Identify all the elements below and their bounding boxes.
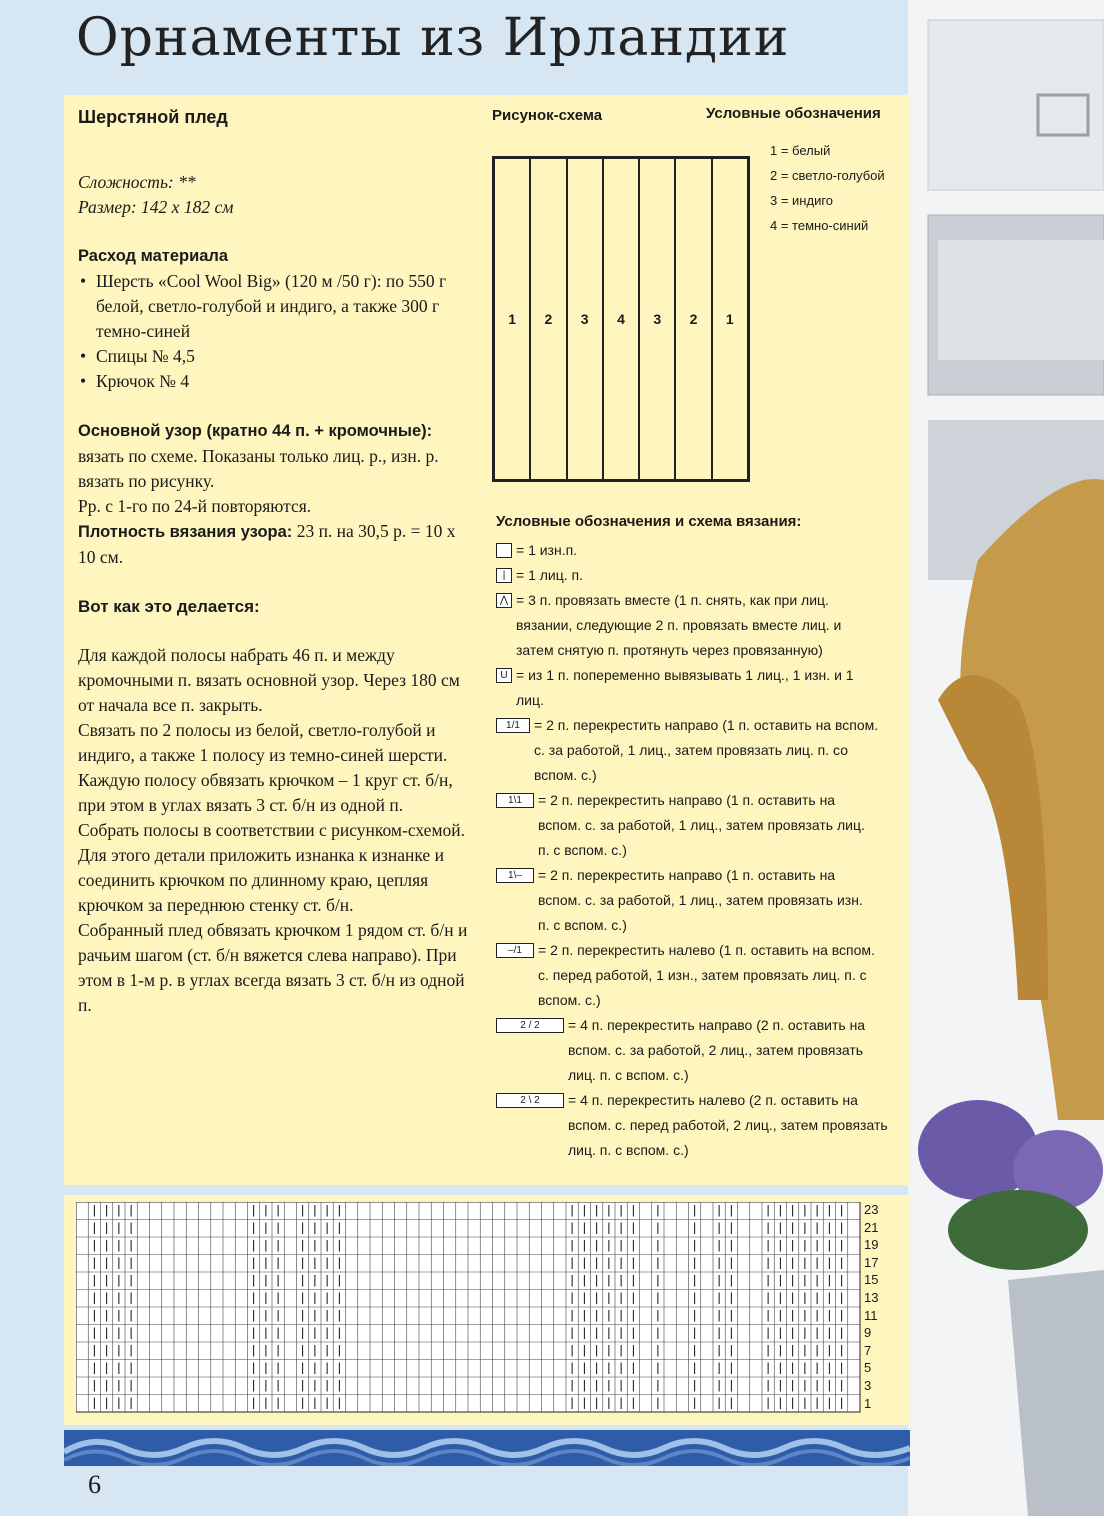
purl-symbol-icon [496,543,512,558]
legend-row [496,713,896,788]
list-item: • Крючок № 4 [78,369,468,394]
list-item: • Шерсть «Cool Wool Big» (120 м /50 г): по 550 г белой, светло-голубой и индиго, а также 300 г темно-синей [78,269,466,344]
gauge-text: 23 п. на 30,5 р. = 10 х 10 см. [78,521,456,567]
knit-symbol-icon: | [496,568,512,583]
pattern-block [78,418,468,494]
row-number: 15 [864,1272,879,1288]
symbols-heading: Условные обозначения и схема вязания: [496,513,802,530]
howto-paragraph: Собранный плед обвязать крючком 1 рядом ст. б/н и рачьим шагом (ст. б/н вяжется слева направо). При этом в 1-м р. в углах всегда вязать 3 ст. б/н из одной п. [78,920,468,1015]
row-number: 5 [864,1360,872,1376]
row-number: 3 [864,1377,872,1393]
wave-border [64,1430,910,1466]
strip: 1 [495,159,531,479]
legend-row [496,1013,896,1088]
legend-text: = 2 п. перекрестить направо (1 п. оставить на вспом. с. за работой, 1 лиц., затем провязать лиц. п. с вспом. с.) [538,792,865,858]
gauge-heading: Плотность вязания узора: [78,523,293,541]
row-number: 19 [864,1237,879,1253]
legend-row [496,563,896,588]
pattern-heading: Основной узор (кратно 44 п. + кромочные): [78,422,433,440]
color-legend-item: 2 = светло-голубой [770,168,885,183]
strip: 3 [568,159,604,479]
howto-heading: Вот как это делается: [78,597,260,616]
cable-left-symbol-icon: 2 \ 2 [496,1093,564,1108]
cable-right-symbol-icon: 2 / 2 [496,1018,564,1033]
gauge-block [78,519,468,570]
legend-text: = 4 п. перекрестить направо (2 п. оставить на вспом. с. за работой, 2 лиц., затем провязать лиц. п. с вспом. с.) [568,1017,866,1083]
howto-paragraph: Связать по 2 полосы из белой, светло-голубой и индиго, а также 1 полосу из темно-синей шерсти. [78,720,448,765]
strip: 3 [640,159,676,479]
row-number: 11 [864,1307,878,1323]
legend-row [496,588,896,663]
legend-text: = 2 п. перекрестить направо (1 п. оставить на вспом. с. за работой, 1 лиц., затем провязать изн. п. с вспом. с.) [538,867,863,933]
scheme-heading: Рисунок-схема [492,107,603,124]
row-number: 13 [864,1289,879,1305]
pattern-repeat: Рр. с 1-го по 24-й повторяются. [78,496,312,516]
decrease-symbol-icon: ⋀ [496,593,512,608]
strip-scheme [492,156,750,482]
difficulty: Сложность: ** [78,172,196,192]
symbols-legend [496,538,896,1163]
legend-text: = 1 изн.п. [516,542,578,558]
row-number: 1 [864,1395,872,1411]
howto-paragraph: Каждую полосу обвязать крючком – 1 круг ст. б/н, при этом в углах вязать 3 ст. б/н из одной п. [78,770,453,815]
strip: 4 [604,159,640,479]
cross-left-symbol-icon: –/1 [496,943,534,958]
legend-row [496,663,896,713]
cross-right-purl-symbol-icon: 1\– [496,868,534,883]
strip: 1 [725,311,734,327]
pattern-text: вязать по схеме. Показаны только лиц. р., изн. р. вязать по рисунку. [78,446,439,491]
row-number: 23 [864,1202,879,1217]
increase-symbol-icon: U [496,668,512,683]
color-legend-item: 1 = белый [770,143,831,158]
row-number: 9 [864,1325,872,1341]
size: Размер: 142 х 182 см [78,197,234,217]
legend-text: = 2 п. перекрестить направо (1 п. оставить на вспом. с. за работой, 1 лиц., затем провязать лиц. п. со вспом. с.) [534,717,879,783]
page-number: 6 [88,1470,101,1499]
knitting-chart [76,1202,879,1418]
materials-list [78,269,468,394]
howto-paragraph: Собрать полосы в соответствии с рисунком-схемой. Для этого детали приложить изнанка к изнанке и соединить крючком по длинному краю, цепляя крючком за переднюю стенку ст. б/н. [78,820,466,915]
strip: 2 [676,159,712,479]
color-legend [770,138,885,238]
chart-grid [76,1202,860,1412]
legend-text: = 1 лиц. п. [516,567,583,583]
legend-row [496,863,896,938]
row-number: 7 [864,1342,872,1358]
howto-paragraph: Для каждой полосы набрать 46 п. и между кромочными п. вязать основной узор. Через 180 см от начала все п. закрыть. [78,645,460,715]
row-numbers [864,1201,878,1412]
page-title: Орнаменты из Ирландии [76,8,790,68]
legend-text: = из 1 п. попеременно вывязывать 1 лиц., 1 изн. и 1 лиц. [516,667,854,708]
list-item: • Спицы № 4,5 [78,344,468,369]
legend-text: = 2 п. перекрестить налево (1 п. оставить на вспом. с. перед работой, 1 изн., затем провязать лиц. п. с вспом. с.) [538,942,875,1008]
legend-row [496,1088,896,1163]
project-name: Шерстяной плед [78,107,228,127]
legend-text: = 4 п. перекрестить налево (2 п. оставить на вспом. с. перед работой, 2 лиц., затем провязать лиц. п. с вспом. с.) [568,1092,888,1158]
cross-right-symbol-icon: 1\1 [496,793,534,808]
strip: 2 [531,159,567,479]
legend-text: = 3 п. провязать вместе (1 п. снять, как при лиц. вязании, следующие 2 п. провязать вместе лиц. и затем снятую п. протянуть через провязанную) [516,592,842,658]
interior-photo [908,0,1104,1516]
materials-heading: Расход материала [78,247,229,265]
legend-row [496,938,896,1013]
row-number: 17 [864,1254,879,1270]
legend-row [496,538,896,563]
cross-right-symbol-icon: 1/1 [496,718,530,733]
legend-row [496,788,896,863]
left-column [78,105,468,1018]
row-number: 21 [864,1219,879,1235]
color-legend-item: 4 = темно-синий [770,218,869,233]
color-legend-item: 3 = индиго [770,193,834,208]
color-legend-heading: Условные обозначения [706,105,881,122]
